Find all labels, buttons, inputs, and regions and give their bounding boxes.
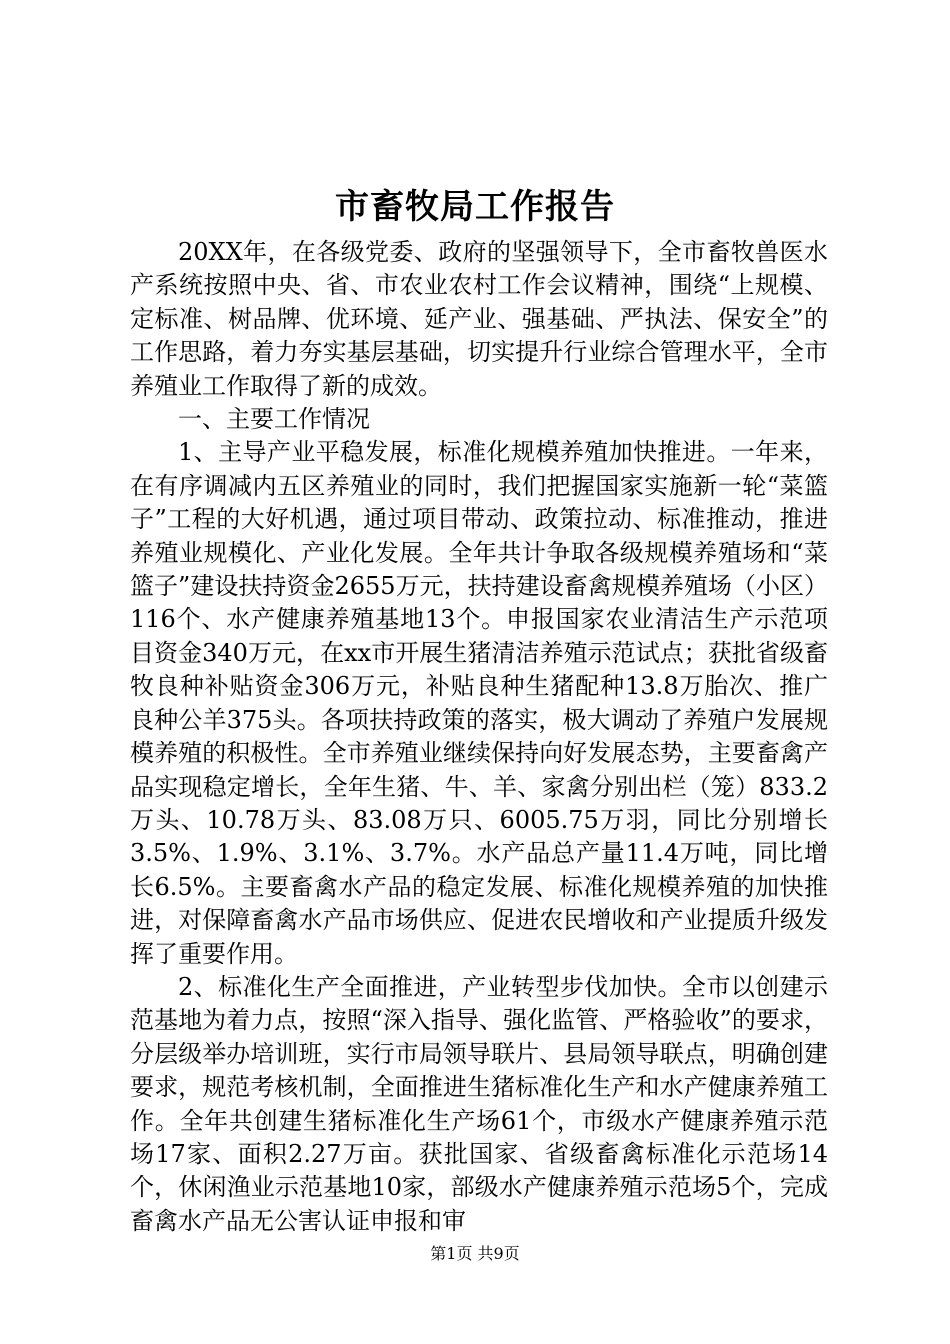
document-body xyxy=(130,236,828,1238)
intro-paragraph: 20XX年，在各级党委、政府的坚强领导下，全市畜牧兽医水产系统按照中央、省、市农业农村工作会议精神，围绕“上规模、定标准、树品牌、优环境、延产业、强基础、严执法、保安全”的工作思路，着力夯实基层基础，切实提升行业综合管理水平，全市养殖业工作取得了新的成效。 xyxy=(130,238,828,400)
page-footer: 第1页 共9页 xyxy=(430,1244,520,1263)
body-paragraph-1: 1、主导产业平稳发展，标准化规模养殖加快推进。一年来，在有序调减内五区养殖业的同时，我们把握国家实施新一轮“菜篮子”工程的大好机遇，通过项目带动、政策拉动、标准推动，推进养殖业规模化、产业化发展。全年共计争取各级规模养殖场和“菜篮子”建设扶持资金2655万元，扶持建设畜禽规模养殖场（小区）116个、水产健康养殖基地13个。申报国家农业清洁生产示范项目资金340万元，在xx市开展生猪清洁养殖示范试点；获批省级畜牧良种补贴资金306万元，补贴良种生猪配种13.8万胎次、推广良种公羊375头。各项扶持政策的落实，极大调动了养殖户发展规模养殖的积极性。全市养殖业继续保持向好发展态势，主要畜禽产品实现稳定增长，全年生猪、牛、羊、家禽分别出栏（笼）833.2万头、10.78万头、83.08万只、6005.75万羽，同比分别增长3.5%、1.9%、3.1%、3.7%。水产品总产量11.4万吨，同比增长6.5%。主要畜禽水产品的稳定发展、标准化规模养殖的加快推进，对保障畜禽水产品市场供应、促进农民增收和产业提质升级发挥了重要作用。 xyxy=(130,438,828,968)
document-title: 市畜牧局工作报告 xyxy=(335,187,615,227)
section-heading: 一、主要工作情况 xyxy=(178,405,370,434)
body-paragraph-2: 2、标准化生产全面推进，产业转型步伐加快。全市以创建示范基地为着力点，按照“深入指导、强化监管、严格验收”的要求，分层级举办培训班，实行市局领导联片、县局领导联点，明确创建要求，规范考核机制，全面推进生猪标准化生产和水产健康养殖工作。全年共创建生猪标准化生产场61个，市级水产健康养殖示范场17家、面积2.27万亩。获批国家、省级畜禽标准化示范场14个，休闲渔业示范基地10家，部级水产健康养殖示范场5个，完成畜禽水产品无公害认证申报和审 xyxy=(130,972,828,1235)
